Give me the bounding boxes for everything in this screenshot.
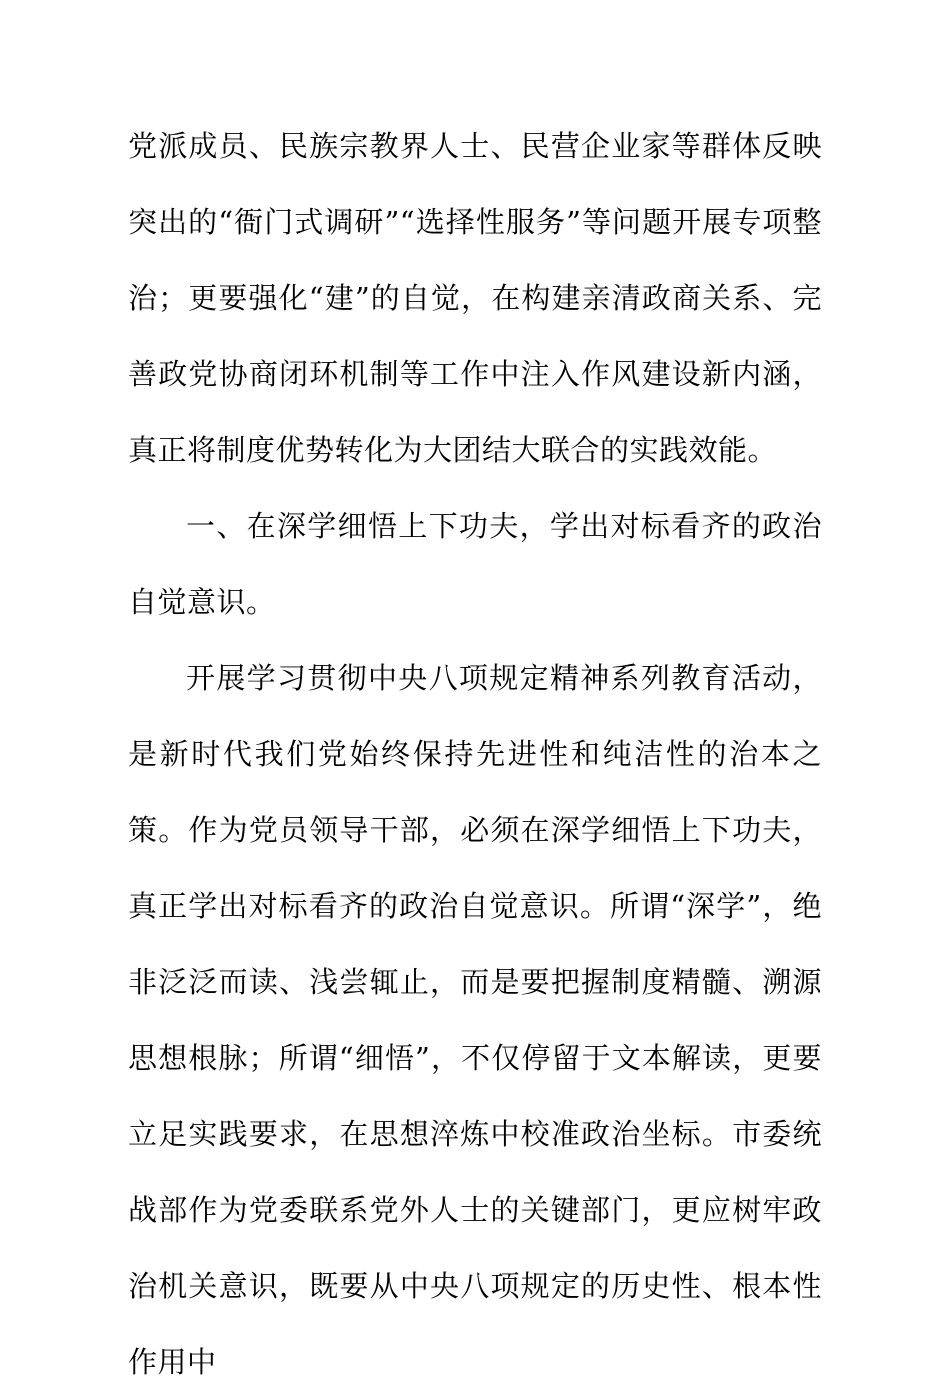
paragraph-continued: 党派成员、民族宗教界人士、民营企业家等群体反映突出的“衙门式调研”“选择性服务”等问题开展专项整治；更要强化“建”的自觉，在构建亲清政商关系、完善政党协商闭环机制等工作中注入作风建设新内涵，真正将制度优势转化为大团结大联合的实践效能。 xyxy=(128,129,822,467)
paragraph-section-body: 开展学习贯彻中央八项规定精神系列教育活动，是新时代我们党始终保持先进性和纯洁性的治本之策。作为党员领导干部，必须在深学细悟上下功夫，真正学出对标看齐的政治自觉意识。所谓“深学”，绝非泛泛而读、浅尝辄止，而是要把握制度精髓、溯源思想根脉；所谓“细悟”，不仅停留于文本解读，更要立足实践要求，在思想淬炼中校准政治坐标。市委统战部作为党委联系党外人士的关键部门，更应树牢政治机关意识，既要从中央八项规定的历史性、根本性作用中 xyxy=(128,661,822,1379)
paragraph-heading-one: 一、在深学细悟上下功夫，学出对标看齐的政治自觉意识。 xyxy=(128,509,822,619)
document-body xyxy=(128,108,822,1400)
